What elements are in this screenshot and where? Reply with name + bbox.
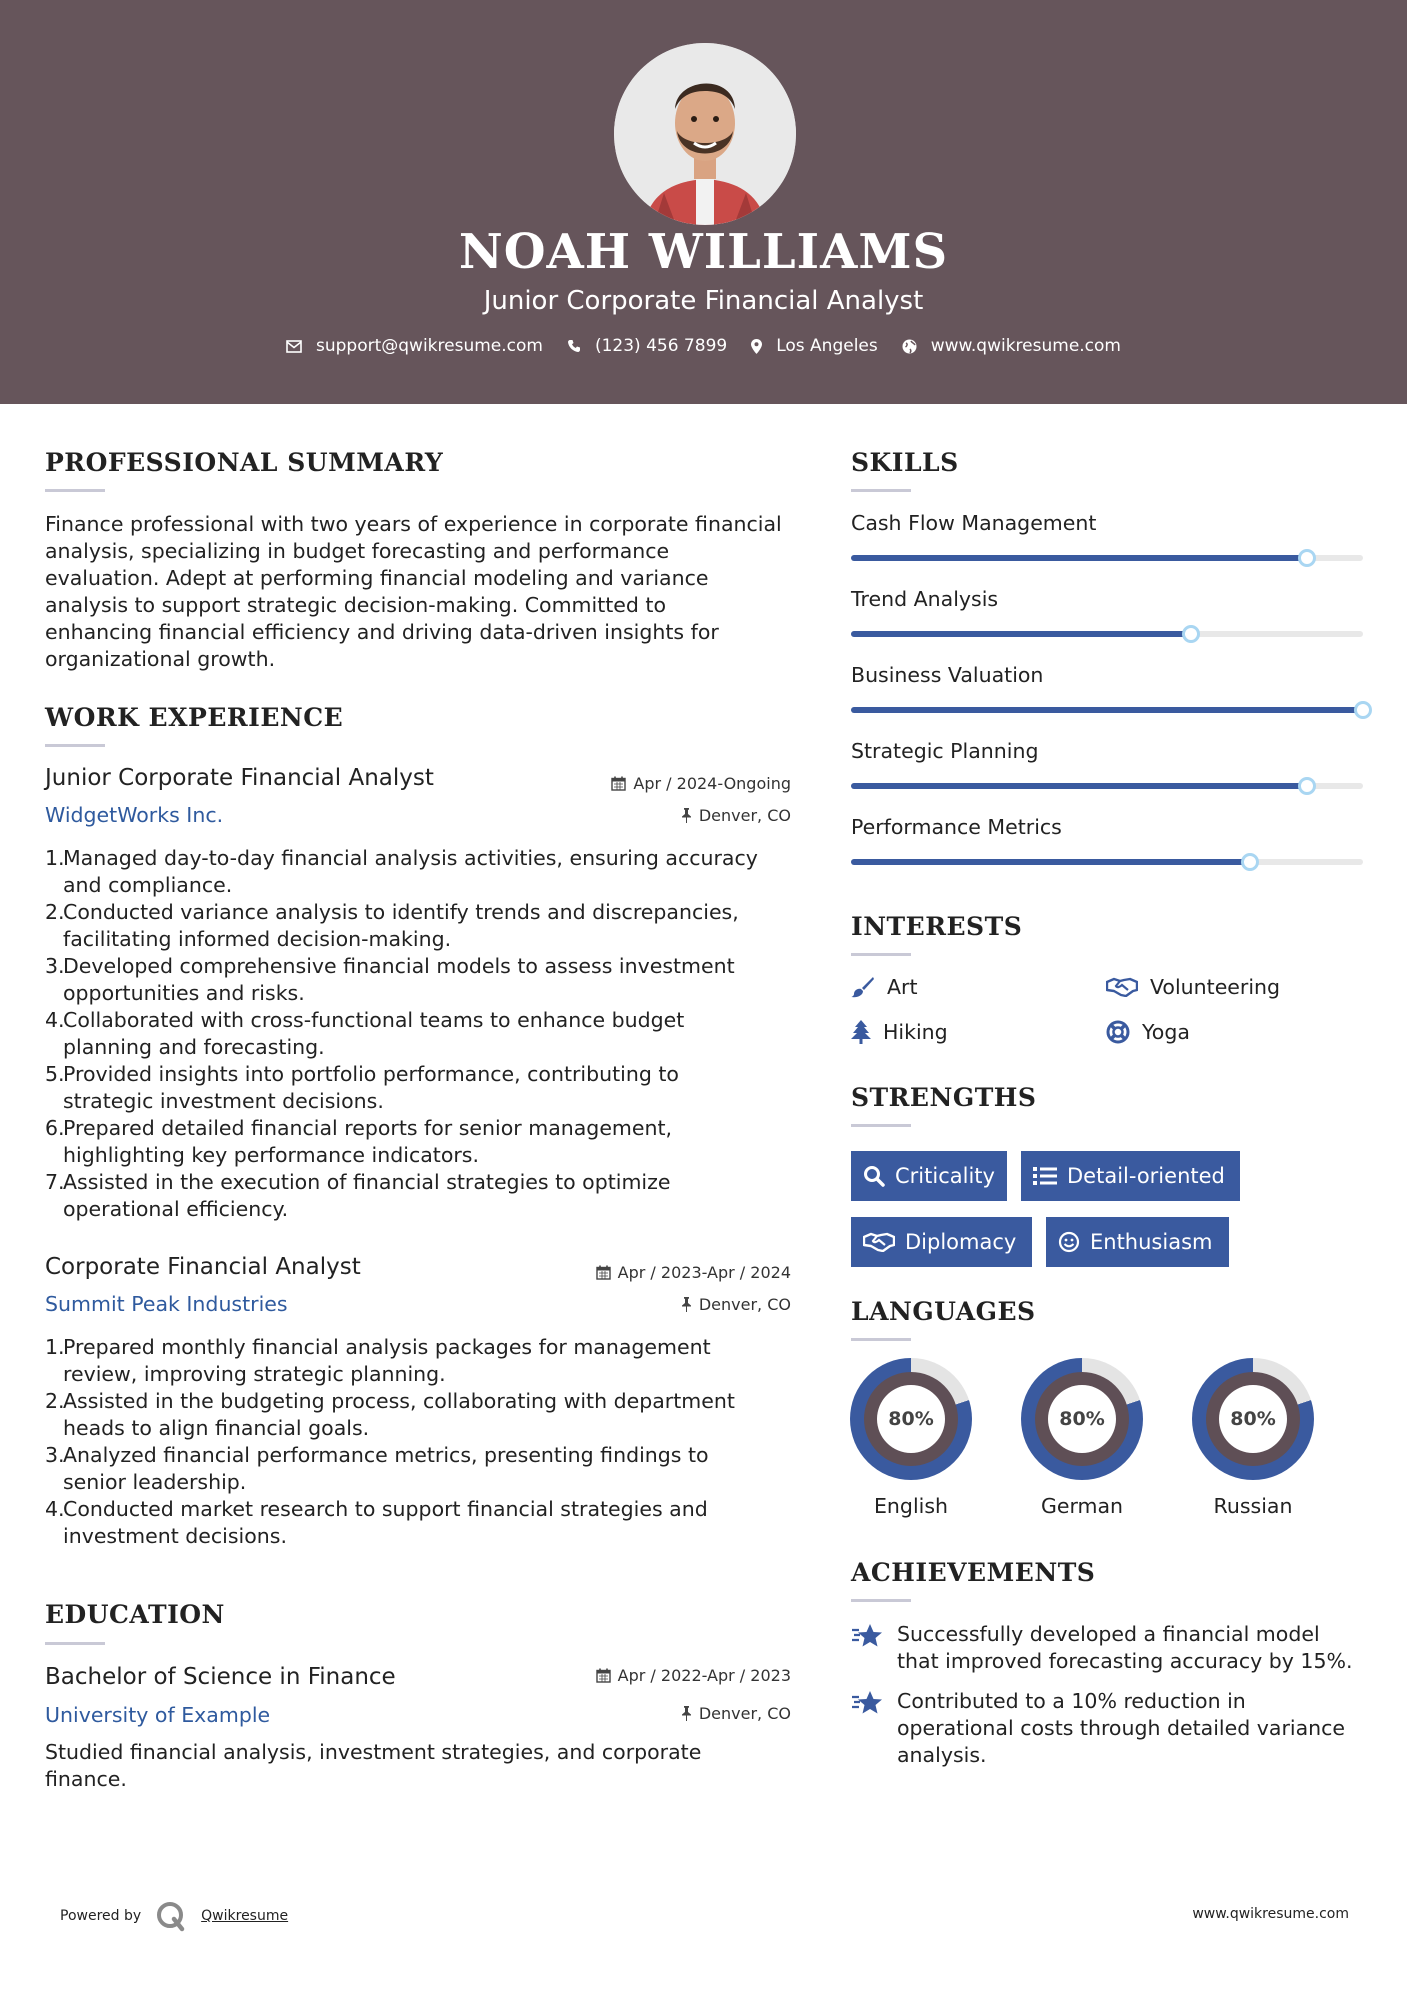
item-number: 7. [45, 1170, 65, 1194]
star-icon [851, 1623, 885, 1649]
skill-bar-track [851, 555, 1363, 561]
language-ring-inner [1035, 1372, 1129, 1466]
strength-tag-diplomacy [851, 1217, 1032, 1267]
item-line: Prepared monthly financial analysis packages for management [63, 1335, 711, 1359]
skill-bar-knob [1354, 701, 1372, 719]
skills-heading: SKILLS [851, 448, 959, 477]
handshake-icon [863, 1232, 895, 1252]
globe-icon [902, 339, 917, 354]
handshake-icon [1106, 977, 1138, 997]
item-line: Collaborated with cross-functional teams to enhance budget [63, 1008, 685, 1032]
candidate-title: Junior Corporate Financial Analyst [483, 286, 924, 316]
summary-heading: PROFESSIONAL SUMMARY [45, 448, 444, 477]
company-name[interactable]: WidgetWorks Inc. [45, 803, 224, 827]
language-ring-inner [1206, 1372, 1300, 1466]
contact-bar [0, 336, 1407, 356]
job-title: Corporate Financial Analyst [45, 1254, 361, 1280]
skill-label: Strategic Planning [851, 739, 1039, 763]
summary-line: analysis to support strategic decision-making. Committed to [45, 593, 667, 617]
strength-label: Criticality [895, 1164, 995, 1188]
skill-bar-fill [851, 783, 1307, 789]
summary-divider [45, 489, 105, 492]
strength-label: Diplomacy [905, 1230, 1017, 1254]
achievements-divider [851, 1599, 911, 1602]
list-icon [1033, 1166, 1057, 1186]
job-location [681, 806, 791, 825]
interest-label: Volunteering [1150, 975, 1281, 999]
strength-label: Enthusiasm [1090, 1230, 1213, 1254]
education-line: finance. [45, 1767, 127, 1791]
job-title: Junior Corporate Financial Analyst [45, 765, 434, 791]
interest-volunteering [1106, 975, 1280, 999]
job-dates [611, 774, 791, 793]
skill-bar-fill [851, 631, 1191, 637]
contact-email[interactable] [286, 336, 543, 356]
list-item [45, 845, 785, 899]
item-number: 1. [45, 1335, 65, 1359]
languages-heading: LANGUAGES [851, 1297, 1036, 1326]
contact-phone[interactable] [567, 336, 727, 356]
map-pin-icon [751, 339, 762, 354]
list-item [45, 1388, 785, 1442]
achievement-item [851, 1688, 1345, 1769]
achievement-line: operational costs through detailed variance [897, 1716, 1346, 1740]
skill-bar-fill [851, 707, 1363, 713]
job-dates-text: Apr / 2023-Apr / 2024 [617, 1263, 791, 1282]
item-number: 2. [45, 1389, 65, 1413]
strength-tag-criticality [851, 1151, 1007, 1201]
star-icon [851, 1690, 885, 1716]
skill-bar-knob [1298, 549, 1316, 567]
list-item [45, 1007, 785, 1061]
language-name: English [873, 1494, 949, 1518]
skill-bar-track [851, 783, 1363, 789]
education-location [681, 1704, 791, 1723]
skill-bar-fill [851, 859, 1250, 865]
summary-line: organizational growth. [45, 647, 276, 671]
language-russian [1192, 1358, 1314, 1518]
strengths-divider [851, 1124, 911, 1127]
list-item [45, 1442, 785, 1496]
calendar-icon [596, 1265, 611, 1280]
search-icon [863, 1165, 885, 1187]
item-line: highlighting key performance indicators. [63, 1143, 479, 1167]
candidate-name: NOAH WILLIAMS [458, 224, 949, 280]
item-number: 1. [45, 846, 65, 870]
lifebuoy-icon [1106, 1020, 1130, 1044]
item-number: 3. [45, 1443, 65, 1467]
item-line: Developed comprehensive financial models to assess investment [63, 954, 735, 978]
skill-label: Business Valuation [851, 663, 1044, 687]
language-german [1021, 1358, 1143, 1518]
item-line: planning and forecasting. [63, 1035, 325, 1059]
interests-heading: INTERESTS [851, 912, 1023, 941]
achievement-line: Successfully developed a financial model [897, 1622, 1320, 1646]
paintbrush-icon [851, 976, 875, 998]
education-dates-text: Apr / 2022-Apr / 2023 [617, 1666, 791, 1685]
achievement-item [851, 1621, 1352, 1675]
skill-bar-knob [1182, 625, 1200, 643]
education-location-text: Denver, CO [698, 1704, 791, 1723]
phone-text: (123) 456 7899 [594, 336, 728, 356]
list-item [45, 899, 785, 953]
tree-icon [851, 1020, 871, 1044]
contact-website[interactable] [902, 336, 1121, 356]
job-location-text: Denver, CO [698, 1295, 791, 1314]
item-line: and compliance. [63, 873, 233, 897]
item-number: 4. [45, 1497, 65, 1521]
job-responsibilities [45, 1334, 785, 1550]
item-line: Conducted variance analysis to identify trends and discrepancies, [63, 900, 739, 924]
website-text: www.qwikresume.com [930, 336, 1121, 356]
skill-bar-track [851, 859, 1363, 865]
item-line: opportunities and risks. [63, 981, 305, 1005]
skill-bar-track [851, 707, 1363, 713]
skill-bar-knob [1241, 853, 1259, 871]
degree-title: Bachelor of Science in Finance [45, 1664, 396, 1690]
skill-label: Performance Metrics [851, 815, 1062, 839]
pushpin-icon [681, 1706, 692, 1721]
contact-location [751, 336, 878, 356]
job-dates [596, 1263, 791, 1282]
summary-line: enhancing financial efficiency and driving data-driven insights for [45, 620, 719, 644]
email-text: support@qwikresume.com [316, 336, 543, 356]
language-ring-inner [864, 1372, 958, 1466]
language-percent: 80% [1048, 1385, 1116, 1453]
experience-divider [45, 744, 105, 747]
education-dates [596, 1666, 791, 1685]
skills-divider [851, 489, 911, 492]
location-text: Los Angeles [776, 336, 878, 356]
item-number: 4. [45, 1008, 65, 1032]
calendar-icon [611, 776, 626, 791]
smile-icon [1058, 1231, 1080, 1253]
list-item [45, 1334, 785, 1388]
item-line: Analyzed financial performance metrics, presenting findings to [63, 1443, 709, 1467]
skill-bar-knob [1298, 777, 1316, 795]
footer-powered-by [60, 1900, 288, 1932]
list-item [45, 1169, 785, 1223]
job-responsibilities [45, 845, 785, 1223]
language-name: German [1040, 1494, 1124, 1518]
strength-tag-detail-oriented [1021, 1151, 1240, 1201]
language-name: Russian [1213, 1494, 1293, 1518]
qwikresume-logo-icon [155, 1900, 187, 1932]
item-line: facilitating informed decision-making. [63, 927, 452, 951]
summary-line: analysis, specializing in budget forecasting and performance [45, 539, 670, 563]
resume-header [0, 0, 1407, 404]
item-line: operational efficiency. [63, 1197, 289, 1221]
language-english [850, 1358, 972, 1518]
language-progress-ring [1021, 1358, 1143, 1480]
interest-art [851, 975, 918, 999]
item-number: 3. [45, 954, 65, 978]
education-description [45, 1739, 785, 1793]
powered-by-text: Powered by [60, 1908, 142, 1924]
job-location [681, 1295, 791, 1314]
item-line: heads to align financial goals. [63, 1416, 370, 1440]
calendar-icon [596, 1668, 611, 1683]
profile-photo [614, 43, 796, 225]
job-location-text: Denver, CO [698, 806, 791, 825]
achievement-line: that improved forecasting accuracy by 15%. [897, 1649, 1353, 1673]
item-line: senior leadership. [63, 1470, 247, 1494]
item-line: Conducted market research to support financial strategies and [63, 1497, 708, 1521]
summary-line: evaluation. Adept at performing financial modeling and variance [45, 566, 709, 590]
list-item [45, 1115, 785, 1169]
education-line: Studied financial analysis, investment strategies, and corporate [45, 1740, 702, 1764]
summary-line: Finance professional with two years of experience in corporate financial [45, 512, 782, 536]
strength-label: Detail-oriented [1067, 1164, 1225, 1188]
phone-icon [567, 339, 581, 353]
list-item [45, 1496, 785, 1550]
list-item [45, 953, 785, 1007]
list-item [45, 1061, 785, 1115]
experience-heading: WORK EXPERIENCE [45, 703, 344, 732]
education-divider [45, 1642, 105, 1645]
item-number: 5. [45, 1062, 65, 1086]
envelope-icon [286, 340, 302, 353]
item-line: strategic investment decisions. [63, 1089, 384, 1113]
interest-label: Art [887, 975, 918, 999]
item-line: Assisted in the budgeting process, collaborating with department [63, 1389, 735, 1413]
job-dates-text: Apr / 2024-Ongoing [633, 774, 791, 793]
language-percent: 80% [1219, 1385, 1287, 1453]
interest-label: Yoga [1142, 1020, 1190, 1044]
pushpin-icon [681, 808, 692, 823]
company-name[interactable]: Summit Peak Industries [45, 1292, 288, 1316]
skill-label: Cash Flow Management [851, 511, 1097, 535]
languages-divider [851, 1338, 911, 1341]
item-line: Assisted in the execution of financial strategies to optimize [63, 1170, 671, 1194]
strength-tag-enthusiasm [1046, 1217, 1229, 1267]
education-heading: EDUCATION [45, 1600, 225, 1629]
language-percent: 80% [877, 1385, 945, 1453]
interest-yoga [1106, 1020, 1190, 1044]
achievement-line: analysis. [897, 1743, 987, 1767]
pushpin-icon [681, 1297, 692, 1312]
item-line: review, improving strategic planning. [63, 1362, 446, 1386]
skill-bar-track [851, 631, 1363, 637]
item-line: Provided insights into portfolio performance, contributing to [63, 1062, 679, 1086]
brand-link[interactable]: Qwikresume [201, 1908, 289, 1924]
item-line: Prepared detailed financial reports for senior management, [63, 1116, 673, 1140]
interest-label: Hiking [883, 1020, 948, 1044]
achievements-heading: ACHIEVEMENTS [851, 1558, 1096, 1587]
item-line: Managed day-to-day financial analysis activities, ensuring accuracy [63, 846, 758, 870]
item-number: 6. [45, 1116, 65, 1140]
achievement-line: Contributed to a 10% reduction in [897, 1689, 1246, 1713]
summary-text [45, 511, 805, 673]
item-line: investment decisions. [63, 1524, 287, 1548]
school-name[interactable]: University of Example [45, 1703, 271, 1727]
interests-divider [851, 953, 911, 956]
language-progress-ring [850, 1358, 972, 1480]
language-progress-ring [1192, 1358, 1314, 1480]
item-number: 2. [45, 900, 65, 924]
footer-website[interactable]: www.qwikresume.com [1192, 1906, 1349, 1922]
skill-bar-fill [851, 555, 1307, 561]
strengths-heading: STRENGTHS [851, 1083, 1037, 1112]
interest-hiking [851, 1020, 948, 1044]
skill-label: Trend Analysis [851, 587, 999, 611]
